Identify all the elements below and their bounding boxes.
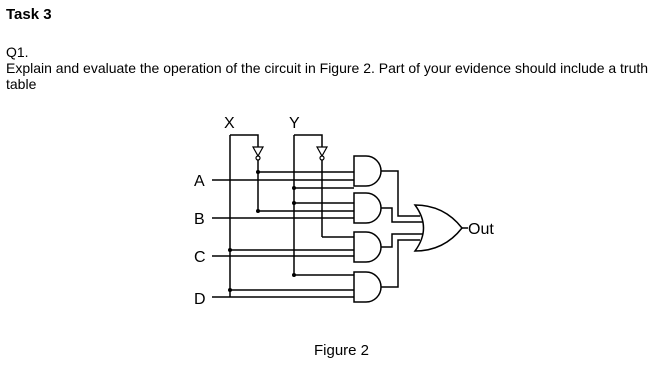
or-gate — [415, 205, 462, 251]
question-text: Explain and evaluate the operation of the circuit in Figure 2. Part of your evidence should include a truth table — [6, 60, 649, 92]
not-gate-y-bubble — [320, 156, 324, 160]
and-gate-4 — [354, 272, 381, 302]
junction-dots — [228, 170, 296, 292]
and-gate-3 — [354, 232, 381, 262]
circuit-wires — [212, 135, 468, 302]
label-a: A — [194, 173, 205, 190]
label-y: Y — [289, 115, 300, 132]
task-title: Task 3 — [6, 6, 52, 23]
question-label: Q1. — [6, 44, 29, 60]
label-d: D — [194, 291, 206, 308]
and-gate-2 — [354, 193, 381, 223]
label-out: Out — [468, 221, 494, 238]
label-b: B — [194, 211, 205, 228]
wire-x-to-not — [230, 135, 258, 147]
figure-caption: Figure 2 — [314, 342, 370, 359]
not-gate-x — [253, 147, 263, 156]
and-gate-1 — [354, 156, 381, 186]
not-gate-y — [317, 147, 327, 156]
not-gate-x-bubble — [256, 156, 260, 160]
label-c: C — [194, 249, 206, 266]
label-x: X — [224, 115, 235, 132]
wire-y-to-not — [294, 135, 322, 147]
